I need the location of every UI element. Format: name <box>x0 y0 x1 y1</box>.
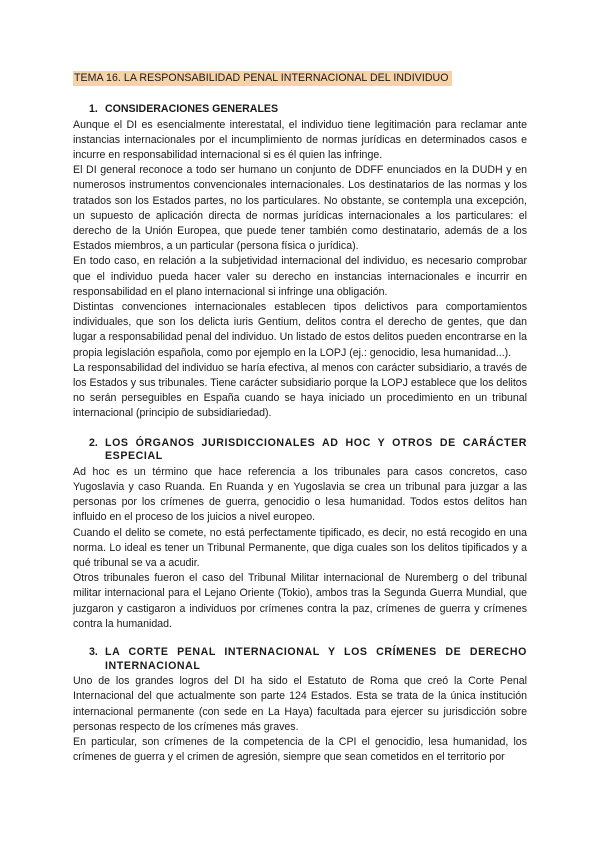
section-number: 2. <box>89 436 98 449</box>
section-number: 1. <box>89 103 98 115</box>
paragraph: En particular, son crímenes de la competencia de la CPI el genocidio, lesa humanidad, los crímenes de guerra y el crimen de agresión, siempre que sean cometidos en el territorio por <box>73 736 527 764</box>
section-heading-2 <box>73 437 527 464</box>
paragraph: Aunque el DI es esencialmente interestatal, el individuo tiene legitimación para reclamar ante instancias internacionales por el incumplimiento de normas jurídicas en determinados casos e incurre en responsabilidad internacional si es él quien las infringe. <box>73 118 527 161</box>
paragraph: Otros tribunales fueron el caso del Tribunal Militar internacional de Nuremberg o del tribunal militar internacional para el Lejano Oriente (Tokio), ambos tras la Segunda Guerra Mundial, que juzgaron y castigaron a individuos por crímenes contra la paz, crímenes de guerra y crímenes contra la humanidad. <box>73 572 527 630</box>
section-heading-3 <box>73 646 527 673</box>
section-title: LOS ÓRGANOS JURISDICCIONALES AD HOC Y OTROS DE CARÁCTER ESPECIAL <box>105 436 527 463</box>
paragraph: Cuando el delito se comete, no está perfectamente tipificado, es decir, no está recogido en una norma. Lo ideal es tener un Tribunal Permanente, que diga cuales son los delitos tipificados y a qué tribunal se va a acudir. <box>73 526 527 570</box>
document-body <box>73 68 527 765</box>
paragraph: En todo caso, en relación a la subjetividad internacional del individuo, es necesario comprobar que el individuo pueda hacer valer su derecho en instancias internacionales e incurrir en responsabilidad en el plano internacional si infringe una obligación. <box>73 255 527 298</box>
paragraph: Distintas convenciones internacionales establecen tipos delictivos para comportamientos individuales, que son los delicta iuris Gentium, delitos contra el derecho de gentes, que dan lugar a responsabilidad penal del individuo. Un listado de estos delitos pueden encontrarse en la propia legislación española, como por ejemplo en la LOPJ (ej.: genocidio, lesa humanidad...). <box>73 301 527 359</box>
paragraph: El DI general reconoce a todo ser humano un conjunto de DDFF enunciados en la DUDH y en numerosos instrumentos convencionales internacionales. Los destinatarios de las normas y los tratados son los Estados partes, no los particulares. No obstante, se contempla una excepción, un supuesto de aplicación directa de normas jurídicas internacionales a los particulares: el derecho de la Unión Europea, que puede tener también como destinatario, además de a los Estados miembros, a un particular (persona física o jurídica). <box>73 164 527 253</box>
document-title: TEMA 16. LA RESPONSABILIDAD PENAL INTERNACIONAL DEL INDIVIDUO <box>73 71 452 86</box>
section-title: CONSIDERACIONES GENERALES <box>105 103 279 115</box>
section-number: 3. <box>89 646 98 659</box>
section-heading-1 <box>73 103 527 117</box>
section-title: LA CORTE PENAL INTERNACIONAL Y LOS CRÍMENES DE DERECHO INTERNACIONAL <box>105 646 527 672</box>
paragraph: Ad hoc es un término que hace referencia a los tribunales para casos concretos, caso Yugoslavia y caso Ruanda. En Ruanda y en Yugoslavia se crea un tribunal para juzgar a las personas por los crímenes de guerra, genocidio o lesa humanidad. Todos estos delitos han influido en el proceso de los juicios a nivel europeo. <box>73 465 527 524</box>
paragraph: La responsabilidad del individuo se haría efectiva, al menos con carácter subsidiario, a través de los Estados y sus tribunales. Tiene carácter subsidiario porque la LOPJ establece que los delitos no serán perseguibles en España cuando se haya iniciado un procedimiento en un tribunal internacional (principio de subsidiariedad). <box>73 361 527 420</box>
paragraph: Uno de los grandes logros del DI ha sido el Estatuto de Roma que creó la Corte Penal Internacional del que actualmente son parte 124 Estados. Esta se trata de la única institución internacional permanente (con sede en La Haya) facultada para ejercer su jurisdicción sobre personas respecto de los crímenes más graves. <box>73 675 527 733</box>
